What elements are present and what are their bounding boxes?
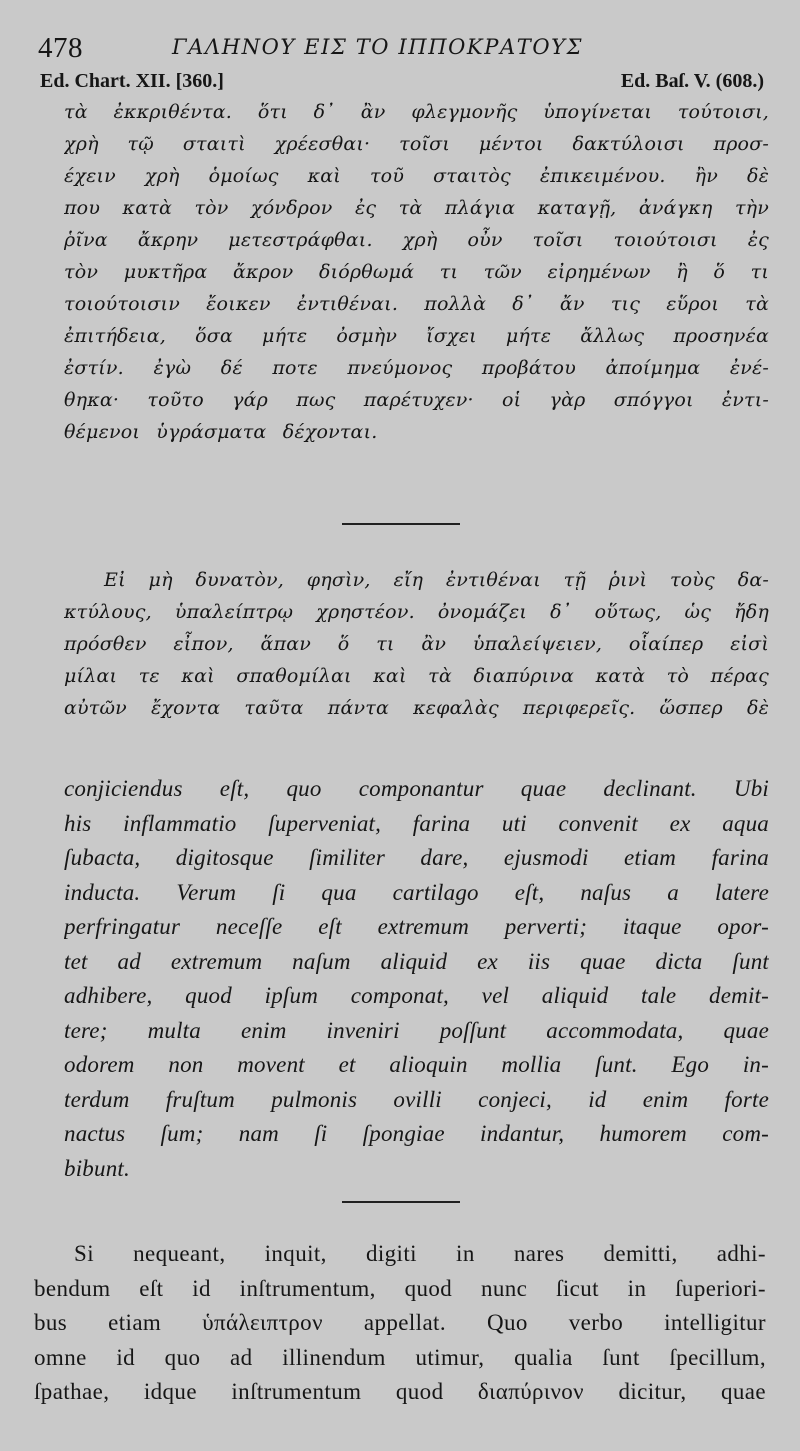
section-divider [342, 523, 460, 525]
text-line: tere; multa enim inveniri poſſunt accommodata, quae [64, 1017, 769, 1043]
text-line: perfringatur neceſſe eſt extremum perverti; itaque opor- [64, 914, 769, 939]
text-line: bus etiam ὑπάλειπτρον appellat. Quo verbo intelligitur [34, 1310, 766, 1335]
latin-translation-italic [64, 772, 769, 1186]
text-line: tet ad extremum naſum aliquid ex iis quae dicta ſunt [64, 948, 769, 974]
edition-right: Ed. Baſ. V. (608.) [620, 70, 764, 92]
text-line: bendum eſt id inſtrumentum, quod nunc ſicut in ſuperiori- [34, 1275, 766, 1301]
text-line: inducta. Verum ſi qua cartilago eſt, naſus a latere [64, 879, 769, 905]
text-line: πρόσθεν εἶπον, ἅπαν ὅ τι ἂν ὑπαλείψειεν, οἷαίπερ εἰσὶ [64, 633, 769, 655]
text-line: his inflammatio ſuperveniat, farina uti convenit ex aqua [64, 810, 769, 836]
running-title: ΓΑΛΗΝΟΥ ΕΙΣ ΤΟ ΙΠΠΟΚΡΑΤΟΥΣ [172, 35, 584, 59]
text-line: omne id quo ad illinendum utimur, qualia ſunt ſpecillum, [34, 1344, 766, 1370]
latin-commentary [34, 1237, 766, 1410]
text-line: τοιούτοισιν ἔοικεν ἐντιθέναι. πολλὰ δ᾽ ἄν τις εὕροι τὰ [64, 293, 769, 315]
section-divider [342, 1201, 460, 1203]
text-line: ἐπιτήδεια, ὅσα μήτε ὀσμὴν ἴσχει μήτε ἄλλως προσηνέα [64, 325, 769, 347]
text-line: θέμενοι ὑγράσματα δέχονται. [64, 421, 378, 443]
text-line: ἐστίν. ἐγὼ δέ ποτε πνεύμονος προβάτου ἀποίμημα ἐνέ- [64, 357, 769, 379]
text-line: Si nequeant, inquit, digiti in nares demitti, adhi- [74, 1241, 766, 1266]
edition-reference [40, 70, 764, 98]
text-line: ſubacta, digitosque ſimiliter dare, ejusmodi etiam farina [64, 845, 769, 870]
page-number: 478 [38, 32, 83, 64]
text-line: κτύλους, ὑπαλείπτρῳ χρηστέον. ὀνομάζει δ᾽ οὕτως, ὡς ἤδη [64, 601, 769, 623]
text-line: Εἰ μὴ δυνατὸν, φησὶν, εἴη ἐντιθέναι τῇ ῥινὶ τοὺς δα- [104, 569, 769, 591]
text-line: χρὴ τῷ σταιτὶ χρέεσθαι· τοῖσι μέντοι δακτύλοισι προσ- [64, 133, 769, 155]
page-header [34, 28, 774, 68]
text-line: θηκα· τοῦτο γάρ πως παρέτυχεν· οἱ γὰρ σπόγγοι ἐντι- [64, 389, 769, 411]
text-line: nactus ſum; nam ſi ſpongiae indantur, humorem com- [64, 1121, 769, 1146]
text-line: ſpathae, idque inſtrumentum quod διαπύρινον dicitur, quae [34, 1379, 766, 1404]
edition-left: Ed. Chart. XII. [360.] [40, 70, 224, 92]
text-line: bibunt. [64, 1155, 130, 1181]
text-line: αὐτῶν ἔχοντα ταῦτα πάντα κεφαλὰς περιφερεῖς. ὥσπερ δὲ [64, 697, 769, 719]
text-line: τὰ ἐκκριθέντα. ὅτι δ᾽ ἂν φλεγμονῆς ὑπογίνεται τούτοισι, [64, 101, 769, 123]
text-line: adhibere, quod ipſum componat, vel aliquid tale demit- [64, 983, 769, 1008]
text-line: που κατὰ τὸν χόνδρον ἐς τὰ πλάγια καταγῇ, ἀνάγκη τὴν [64, 197, 769, 219]
text-line: odorem non movent et alioquin mollia ſunt. Ego in- [64, 1052, 769, 1077]
greek-paragraph-2 [64, 564, 769, 724]
text-line: μίλαι τε καὶ σπαθομίλαι καὶ τὰ διαπύρινα κατὰ τὸ πέρας [64, 665, 769, 687]
text-line: τὸν μυκτῆρα ἄκρον διόρθωμά τι τῶν εἰρημένων ἢ ὅ τι [64, 261, 769, 283]
text-line: terdum fruſtum pulmonis ovilli conjeci, id enim forte [64, 1086, 769, 1112]
text-line: ῥῖνα ἄκρην μετεστράφθαι. χρὴ οὖν τοῖσι τοιούτοισι ἐς [64, 229, 769, 251]
text-line: έχειν χρὴ ὁμοίως καὶ τοῦ σταιτὸς ἐπικειμένου. ἢν δὲ [64, 165, 769, 187]
greek-paragraph-1 [64, 96, 769, 448]
text-line: conjiciendus eſt, quo componantur quae declinant. Ubi [64, 776, 769, 801]
